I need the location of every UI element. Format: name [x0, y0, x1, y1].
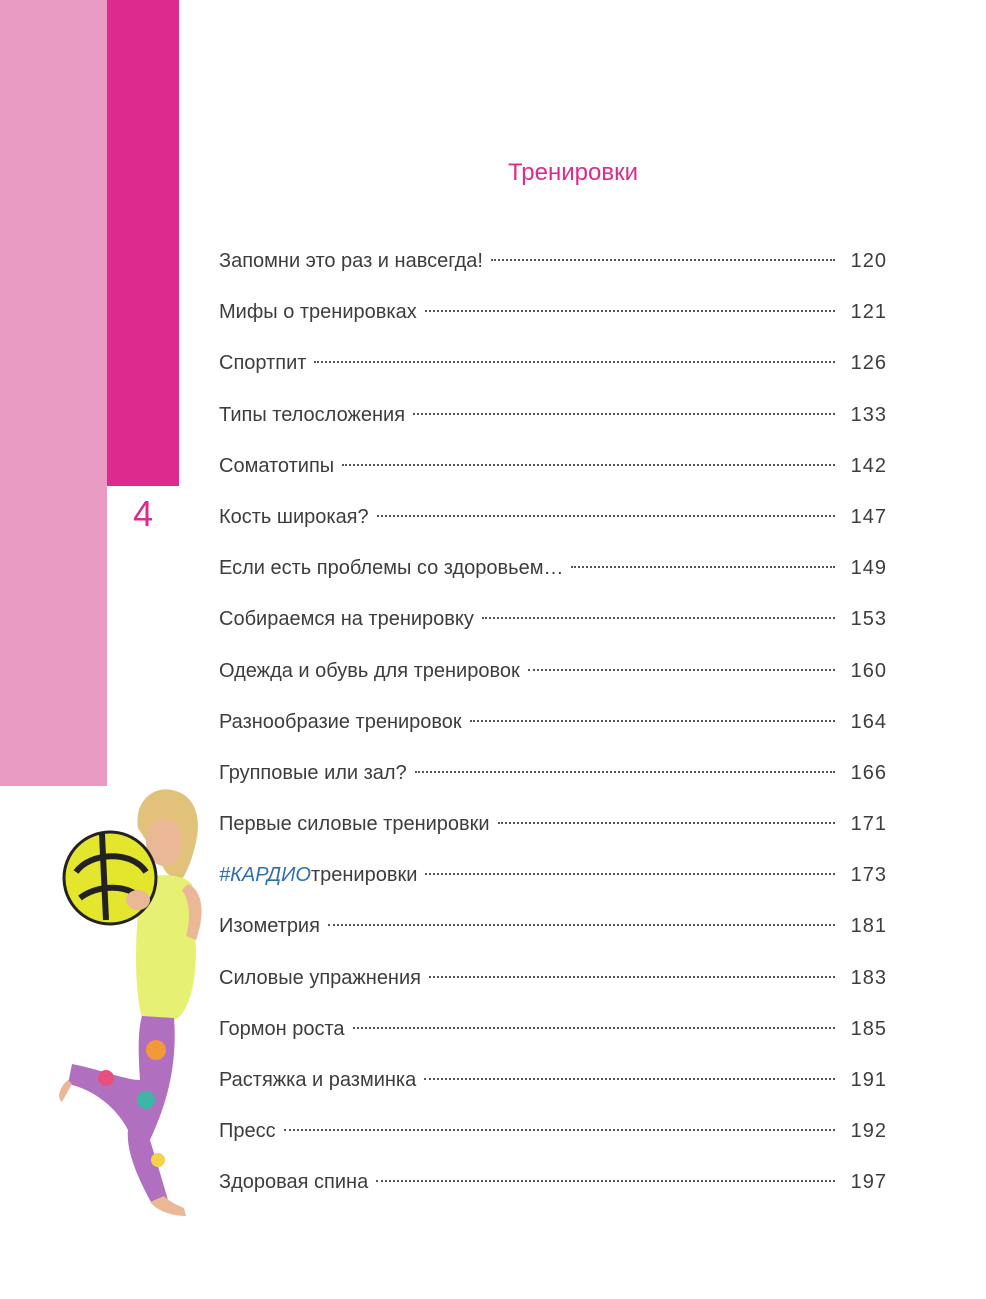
toc-leader-dots — [376, 1180, 835, 1182]
toc-entry[interactable] — [219, 1063, 887, 1114]
toc-entry-label: Соматотипы — [219, 454, 335, 477]
foot-shape — [59, 1080, 72, 1102]
toc-entry[interactable] — [219, 858, 887, 909]
chapter-number: 4 — [132, 493, 154, 534]
toc-entry-page: 183 — [850, 966, 887, 989]
leggings-pattern — [151, 1153, 165, 1167]
toc-hashtag: #КАРДИО — [219, 864, 311, 887]
toc-entry-label: Силовые упражнения — [219, 966, 421, 989]
woman-with-fitness-ball-photo — [46, 780, 236, 1230]
toc-entry[interactable] — [219, 602, 887, 653]
toc-entry-label — [219, 858, 417, 892]
toc-entry-label: Растяжка и разминка — [219, 1069, 417, 1091]
toc-entry-label: Пресс — [219, 1120, 276, 1143]
toc-entry-page: 121 — [850, 301, 887, 324]
toc-entry-page: 120 — [850, 250, 887, 272]
toc-entry-label: Кость широкая? — [219, 505, 369, 528]
toc-leader-dots — [413, 413, 835, 415]
toc-leader-dots — [498, 822, 835, 824]
toc-entry-label: Если есть проблемы со здоровьем… — [219, 557, 564, 580]
toc-leader-dots — [377, 515, 835, 517]
toc-entry-page: 142 — [850, 454, 887, 477]
toc-entry-label: Гормон роста — [219, 1017, 345, 1040]
toc-entry-label-rest: тренировки — [310, 864, 418, 887]
sidebar-band-accent — [107, 0, 179, 486]
toc-entry-label: Одежда и обувь для тренировок — [219, 659, 520, 682]
toc-entry-page: 197 — [850, 1171, 887, 1194]
toc-leader-dots — [425, 310, 835, 312]
toc-leader-dots — [353, 1027, 835, 1029]
toc-entry[interactable] — [219, 654, 887, 705]
hand-shape — [126, 890, 150, 910]
toc-entry-label: Спортпит — [219, 352, 307, 375]
toc-entry-label: Разнообразие тренировок — [219, 710, 462, 733]
toc-entry[interactable] — [219, 551, 887, 602]
toc-entry-label: Изометрия — [219, 915, 320, 938]
toc-entry-page: 126 — [850, 352, 887, 375]
toc-leader-dots — [424, 1078, 835, 1080]
leggings-pattern — [98, 1070, 114, 1086]
toc-leader-dots — [314, 361, 835, 363]
toc-entry[interactable] — [219, 295, 887, 346]
toc-leader-dots — [328, 924, 835, 926]
sidebar-band-light — [0, 0, 107, 786]
toc-entry-page: 166 — [850, 761, 887, 784]
toc-entry-page: 160 — [850, 659, 887, 682]
toc-entry-page: 185 — [850, 1017, 887, 1040]
toc-leader-dots — [470, 720, 835, 722]
toc-entry-label: Типы телосложения — [219, 403, 406, 426]
toc-entry[interactable] — [219, 500, 887, 551]
toc-leader-dots — [528, 669, 835, 671]
toc-entry[interactable] — [219, 807, 887, 858]
toc-entry[interactable] — [219, 244, 887, 295]
chapter-title: Тренировки — [507, 159, 639, 187]
toc-entry[interactable] — [219, 1012, 887, 1063]
table-of-contents — [219, 244, 887, 1217]
toc-entry-label: Первые силовые тренировки — [219, 813, 490, 836]
toc-entry[interactable] — [219, 961, 887, 1012]
toc-entry-page: 192 — [850, 1120, 887, 1143]
toc-entry[interactable] — [219, 398, 887, 449]
toc-entry-page: 133 — [850, 403, 887, 426]
toc-entry-label: Групповые или зал? — [219, 761, 407, 784]
toc-entry-page: 171 — [850, 813, 887, 836]
toc-leader-dots — [429, 976, 835, 978]
toc-leader-dots — [491, 259, 835, 261]
toc-entry-label: Мифы о тренировках — [219, 301, 417, 324]
toc-entry[interactable] — [219, 909, 887, 960]
leggings-pattern — [137, 1091, 155, 1109]
toc-entry-label: Собираемся на тренировку — [219, 608, 474, 631]
toc-leader-dots — [415, 771, 835, 773]
toc-entry-page: 164 — [850, 710, 887, 733]
toc-entry-page: 181 — [850, 915, 887, 938]
toc-entry[interactable] — [219, 449, 887, 500]
toc-entry[interactable] — [219, 1165, 887, 1216]
toc-leader-dots — [284, 1129, 835, 1131]
toc-leader-dots — [425, 873, 835, 875]
leggings-pattern — [146, 1040, 166, 1060]
toc-entry[interactable] — [219, 756, 887, 807]
toc-entry[interactable] — [219, 346, 887, 397]
toc-entry-page: 147 — [850, 505, 887, 528]
toc-entry-label: Запомни это раз и навсегда! — [219, 250, 483, 272]
toc-leader-dots — [482, 617, 835, 619]
toc-entry[interactable] — [219, 705, 887, 756]
toc-entry-page: 149 — [850, 557, 887, 580]
toc-leader-dots — [342, 464, 835, 466]
toc-entry-page: 191 — [850, 1069, 887, 1091]
toc-entry-page: 173 — [850, 864, 887, 887]
fitness-ball-shape — [64, 832, 156, 924]
toc-leader-dots — [571, 566, 835, 568]
toc-entry[interactable] — [219, 1114, 887, 1165]
toc-entry-label: Здоровая спина — [219, 1171, 369, 1194]
toc-entry-page: 153 — [850, 608, 887, 631]
